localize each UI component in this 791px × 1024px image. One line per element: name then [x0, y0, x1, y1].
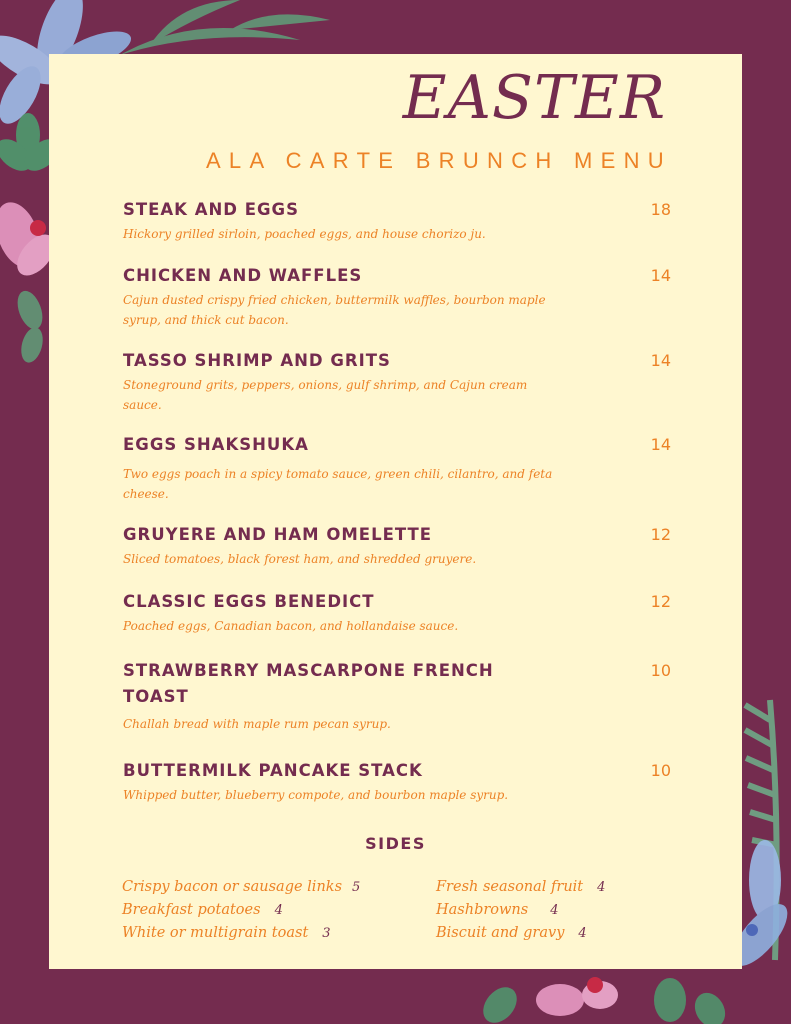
- menu-card: [49, 54, 742, 969]
- menu-item-name: TASSO SHRIMP AND GRITS: [123, 351, 391, 370]
- menu-item: [123, 522, 671, 569]
- menu-item: [123, 197, 671, 244]
- menu-item-description: Whipped butter, blueberry compote, and bourbon maple syrup.: [123, 788, 509, 802]
- menu-item-description: Two eggs poach in a spicy tomato sauce, green chili, cilantro, and feta cheese.: [123, 467, 553, 501]
- sides-heading: SIDES: [365, 834, 426, 853]
- sides-right-column: [436, 876, 605, 945]
- side-item-name: Biscuit and gravy: [436, 925, 565, 941]
- side-item: [122, 899, 360, 922]
- menu-item-name: EGGS SHAKSHUKA: [123, 435, 309, 454]
- side-item-name: White or multigrain toast: [122, 925, 309, 941]
- menu-item: [123, 348, 671, 415]
- side-item-price: 4: [274, 903, 283, 918]
- side-item: [122, 876, 360, 899]
- menu-item-name: STRAWBERRY MASCARPONE FRENCH TOAST: [123, 661, 494, 706]
- menu-item-name: CLASSIC EGGS BENEDICT: [123, 592, 375, 611]
- menu-item-price: 18: [650, 200, 671, 219]
- menu-item: [123, 263, 671, 330]
- page-subtitle: ALA CARTE BRUNCH MENU: [205, 148, 672, 173]
- pink-flower-icon: [536, 977, 618, 1016]
- side-item-price: 4: [550, 903, 559, 918]
- menu-item-price: 12: [650, 592, 671, 611]
- menu-item: [123, 589, 671, 636]
- side-item: [436, 899, 605, 922]
- side-item-price: 4: [597, 880, 606, 895]
- side-item-name: Fresh seasonal fruit: [436, 879, 584, 895]
- menu-item-name: BUTTERMILK PANCAKE STACK: [123, 761, 423, 780]
- menu-item: [123, 432, 671, 504]
- menu-item-description: Cajun dusted crispy fried chicken, buttermilk waffles, bourbon maple syrup, and thick cut bacon.: [123, 293, 546, 327]
- sides-left-column: [122, 876, 360, 945]
- page-title: EASTER: [402, 63, 666, 133]
- menu-item-price: 14: [650, 351, 671, 370]
- menu-item-price: 10: [650, 661, 671, 680]
- side-item: [436, 922, 605, 945]
- menu-item-price: 10: [650, 761, 671, 780]
- side-item-price: 3: [322, 926, 331, 941]
- menu-item-description: Poached eggs, Canadian bacon, and hollandaise sauce.: [123, 619, 459, 633]
- side-item-price: 5: [352, 880, 361, 895]
- side-item: [122, 922, 360, 945]
- menu-item-description: Sliced tomatoes, black forest ham, and shredded gruyere.: [123, 552, 477, 566]
- menu-item-price: 14: [650, 266, 671, 285]
- menu-item-name: STEAK AND EGGS: [123, 200, 299, 219]
- menu-item-description: Hickory grilled sirloin, poached eggs, and house chorizo ju.: [123, 227, 486, 241]
- side-item-name: Breakfast potatoes: [122, 902, 261, 918]
- menu-item-description: Challah bread with maple rum pecan syrup.: [123, 717, 391, 731]
- leaf-icon: [13, 287, 47, 365]
- side-item-price: 4: [578, 926, 587, 941]
- side-item: [436, 876, 605, 899]
- menu-item-name: GRUYERE AND HAM OMELETTE: [123, 525, 433, 544]
- menu-item: [123, 758, 671, 805]
- side-item-name: Crispy bacon or sausage links: [122, 879, 343, 895]
- menu-item-price: 12: [650, 525, 671, 544]
- menu-item: [123, 658, 671, 734]
- leaf-icon: [120, 0, 330, 55]
- menu-item-name: CHICKEN AND WAFFLES: [123, 266, 363, 285]
- side-item-name: Hashbrowns: [436, 902, 529, 918]
- menu-item-price: 14: [650, 435, 671, 454]
- menu-item-description: Stoneground grits, peppers, onions, gulf shrimp, and Cajun cream sauce.: [123, 378, 528, 412]
